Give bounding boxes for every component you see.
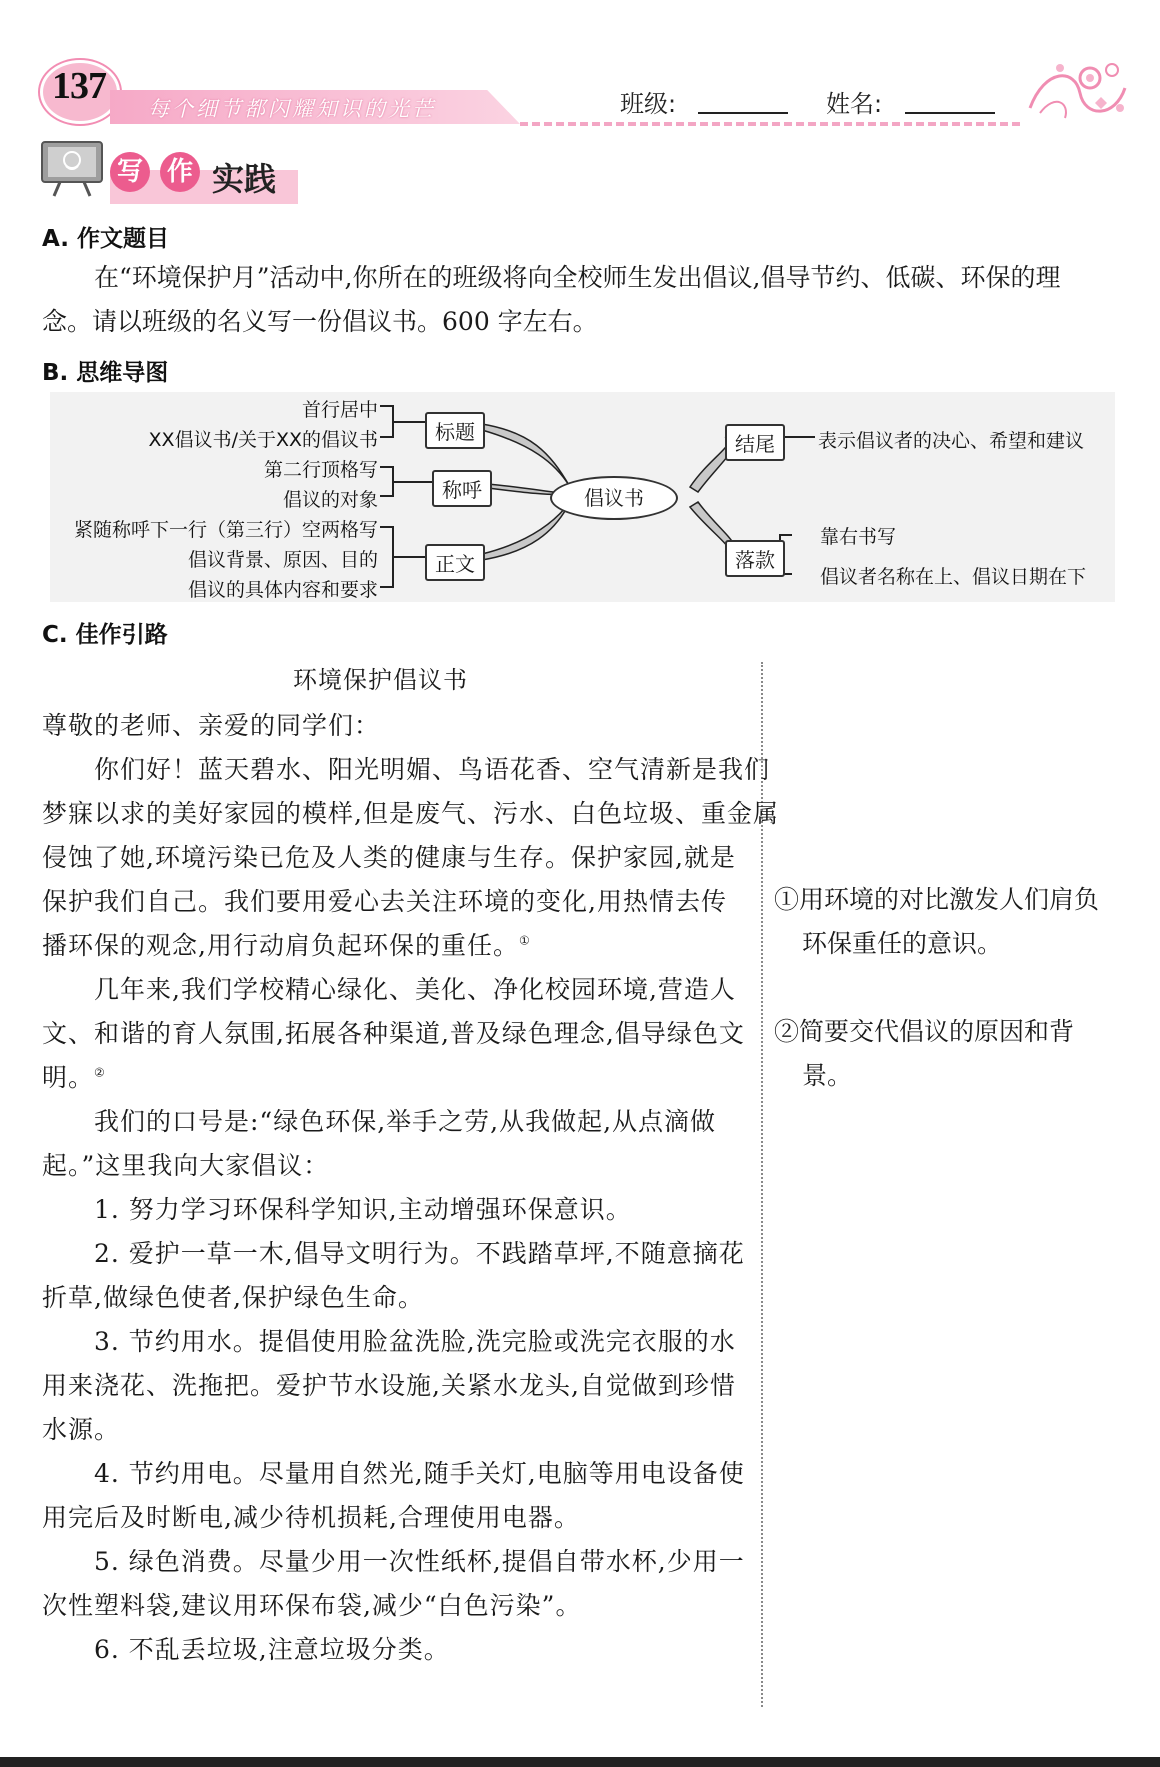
mind-map (50, 392, 1115, 602)
mm-title-item-1: 首行居中 (301, 399, 378, 421)
mm-center-node: 倡议书 (550, 476, 678, 520)
mm-box-title: 标题 (425, 412, 485, 449)
section-title-char-1: 写 (110, 152, 150, 192)
mm-salutation-item-2: 倡议的对象 (282, 489, 378, 511)
bottom-edge-bar (0, 1757, 1160, 1767)
essay-line-1: 尊敬的老师、亲爱的同学们： (42, 711, 381, 740)
essay-line-13: 2. 爱护一草一木,倡导文明行为。不践踏草坪,不随意摘花 (94, 1239, 745, 1268)
mm-box-ending: 结尾 (725, 424, 785, 461)
section-title-char-2: 作 (160, 152, 200, 192)
mm-signature-item-2: 倡议者名称在上、倡议日期在下 (820, 566, 1087, 588)
class-blank-line (698, 112, 788, 114)
name-blank-line (905, 112, 995, 114)
essay-line-21: 次性塑料袋,建议用环保布袋,减少“白色污染”。 (42, 1591, 582, 1620)
essay-line-9-text: 明。 (42, 1063, 95, 1092)
page-number: 137 (52, 65, 106, 107)
blackboard-icon (40, 138, 104, 198)
slogan-text: 每个细节都闪耀知识的光芒 (148, 97, 436, 121)
mm-salutation-item-1: 第二行顶格写 (263, 459, 378, 481)
section-a-line-2: 念。请以班级的名义写一份倡议书。600 字左右。 (42, 307, 598, 336)
section-title-text: 实践 (212, 160, 277, 198)
essay-line-20: 5. 绿色消费。尽量少用一次性纸杯,提倡自带水杯,少用一 (94, 1547, 745, 1576)
essay-line-11: 起。”这里我向大家倡议： (42, 1151, 330, 1180)
section-a-heading: A. 作文题目 (42, 226, 169, 252)
essay-line-6-text: 播环保的观念,用行动肩负起环保的重任。 (42, 931, 519, 960)
mm-box-salutation: 称呼 (432, 470, 492, 507)
essay-line-10: 我们的口号是:“绿色环保,举手之劳,从我做起,从点滴做 (94, 1107, 717, 1136)
essay-line-4: 侵蚀了她,环境污染已危及人类的健康与生存。保护家园,就是 (42, 843, 736, 872)
name-label: 姓名: (826, 90, 883, 118)
mm-box-signature: 落款 (725, 540, 785, 577)
essay-line-14: 折草,做绿色使者,保护绿色生命。 (42, 1283, 424, 1312)
header-dashed-divider (520, 122, 1020, 126)
essay-line-9 (42, 1058, 106, 1094)
essay-line-6 (42, 926, 531, 962)
essay-line-16: 用来浇花、洗拖把。爱护节水设施,关紧水龙头,自觉做到珍惜 (42, 1371, 736, 1400)
mm-ending-item-1: 表示倡议者的决心、希望和建议 (818, 430, 1085, 452)
note-2-line-1: ②简要交代倡议的原因和背 (774, 1017, 1075, 1046)
essay-line-12: 1. 努力学习环保科学知识,主动增强环保意识。 (94, 1195, 632, 1224)
section-c-heading: C. 佳作引路 (42, 622, 168, 648)
essay-line-19: 用完后及时断电,减少待机损耗,合理使用电器。 (42, 1503, 580, 1532)
essay-line-3: 梦寐以求的美好家园的模样,但是废气、污水、白色垃圾、重金属 (42, 799, 779, 828)
essay-title: 环境保护倡议书 (293, 666, 468, 694)
note-1-line-1: ①用环境的对比激发人们肩负 (774, 885, 1100, 914)
note-1-line-2: 环保重任的意识。 (802, 929, 1003, 958)
mm-body-item-3: 倡议的具体内容和要求 (187, 579, 378, 601)
mm-body-item-1: 紧随称呼下一行（第三行）空两格写 (73, 519, 378, 541)
annotation-marker-1: ① (518, 933, 531, 948)
mm-box-body: 正文 (425, 544, 485, 581)
essay-line-22: 6. 不乱丢垃圾,注意垃圾分类。 (94, 1635, 450, 1664)
annotation-marker-2: ② (94, 1065, 106, 1080)
essay-line-18: 4. 节约用电。尽量用自然光,随手关灯,电脑等用电设备使 (94, 1459, 745, 1488)
essay-line-7: 几年来,我们学校精心绿化、美化、净化校园环境,营造人 (94, 975, 736, 1004)
mm-title-item-2: XX倡议书/关于XX的倡议书 (148, 429, 378, 451)
essay-line-15: 3. 节约用水。提倡使用脸盆洗脸,洗完脸或洗完衣服的水 (94, 1327, 736, 1356)
mm-body-item-2: 倡议背景、原因、目的 (187, 549, 378, 571)
section-a-line-1: 在“环境保护月”活动中,你所在的班级将向全校师生发出倡议,倡导节约、低碳、环保的理 (94, 263, 1061, 292)
floral-ornament-icon (1020, 48, 1135, 128)
section-b-heading: B. 思维导图 (42, 360, 169, 386)
class-label: 班级: (620, 90, 677, 118)
essay-line-5: 保护我们自己。我们要用爱心去关注环境的变化,用热情去传 (42, 887, 727, 916)
essay-line-2: 你们好！蓝天碧水、阳光明媚、鸟语花香、空气清新是我们 (94, 755, 771, 784)
mm-signature-item-1: 靠右书写 (820, 526, 897, 548)
essay-line-8: 文、和谐的育人氛围,拓展各种渠道,普及绿色理念,倡导绿色文 (42, 1019, 745, 1048)
note-2-line-2: 景。 (802, 1061, 853, 1090)
essay-line-17: 水源。 (42, 1415, 121, 1444)
